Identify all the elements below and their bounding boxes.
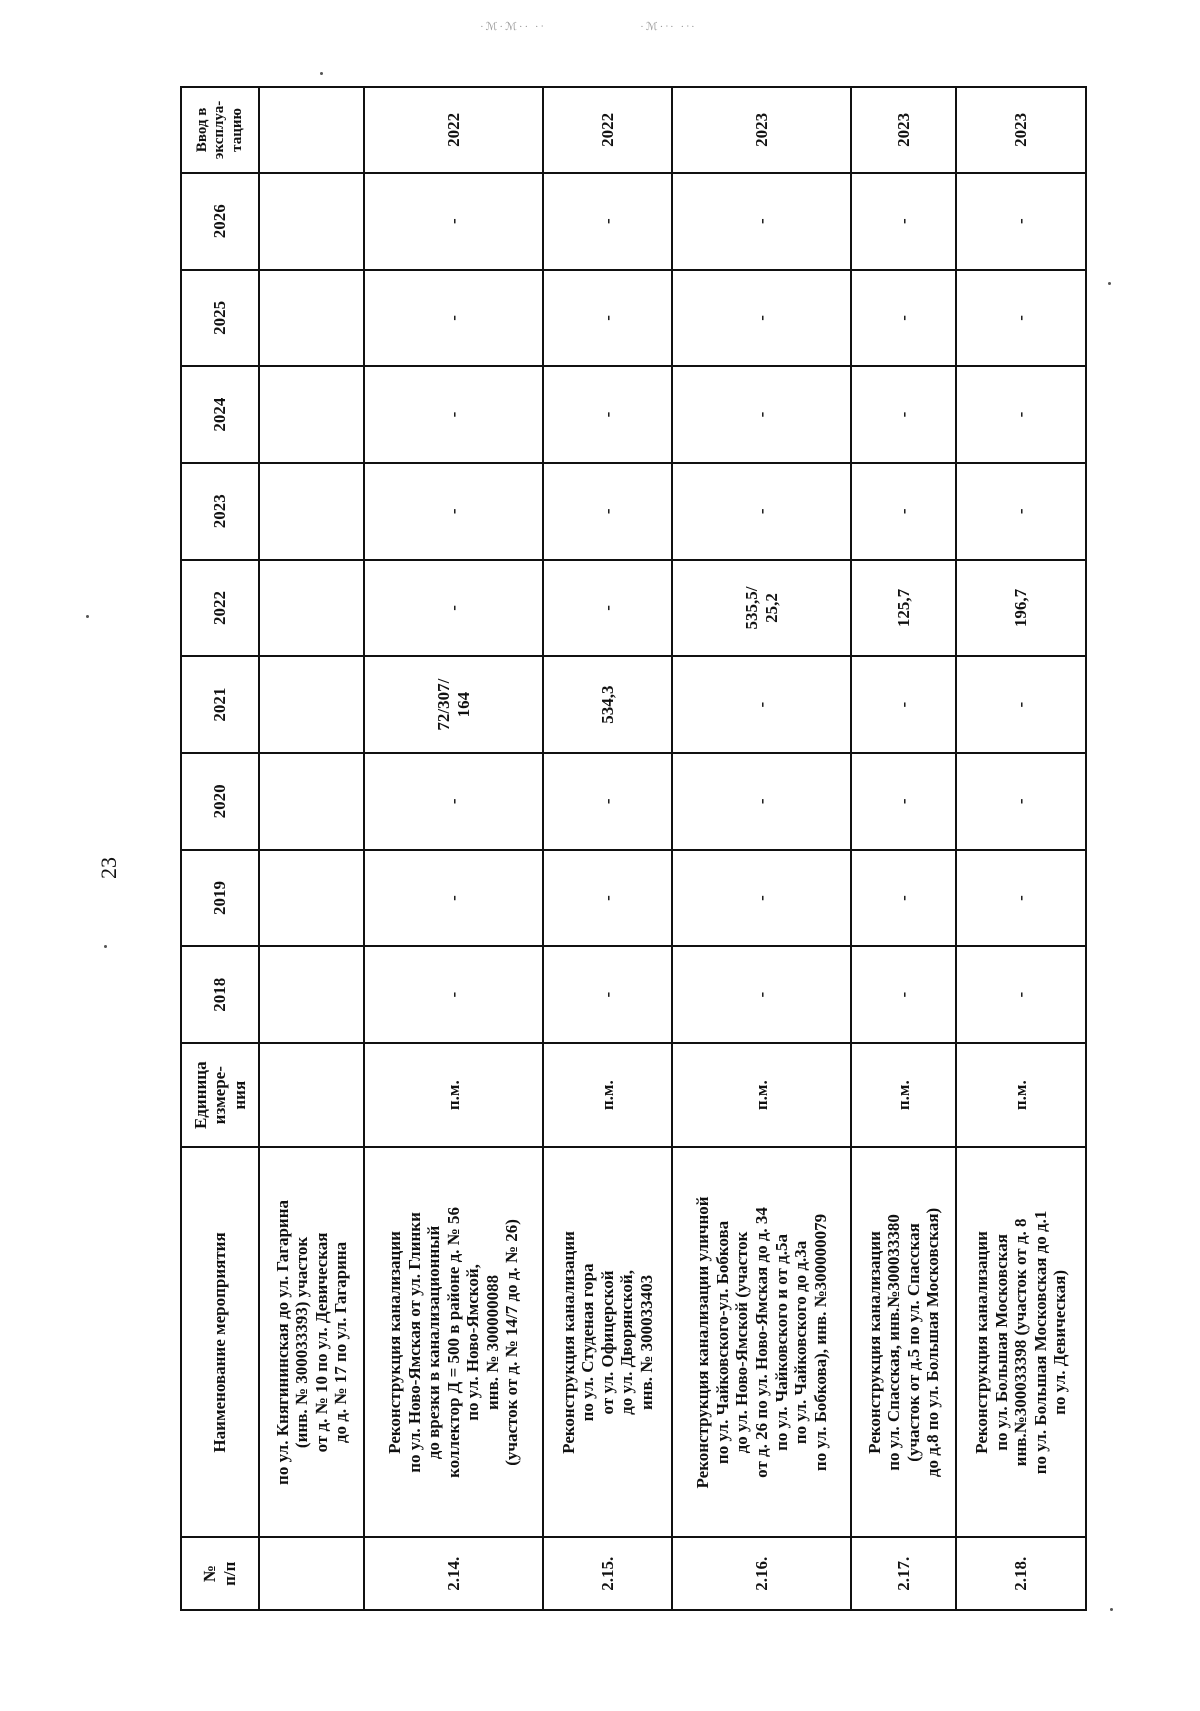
unit-cell: п.м. [956,1043,1086,1147]
measure-name: Реконструкция канализации уличной по ул. Чайковского-ул. Бобкова до ул. Ново-Ямской (участок от д. 26 по ул. Ново-Ямская до д. 34 по ул. Чайковского и от д.5а по ул. Чайковского до д.3а по ул. Бобкова), инв. №300000079 [672,1147,851,1537]
row-number: 2.18. [956,1537,1086,1610]
year-value-cell [259,463,364,560]
row-number: 2.17. [851,1537,956,1610]
unit-cell [259,1043,364,1147]
header-year: 2021 [181,656,259,753]
year-value-cell: - [672,270,851,367]
table-row [543,87,673,1610]
commissioning-year [259,87,364,173]
measure-name: Реконструкция канализации по ул. Спасская, инв.№300033380 (участок от д.5 по ул. Спасская до д.8 по ул. Большая Московская) [851,1147,956,1537]
header-year: 2018 [181,946,259,1043]
header-year: 2019 [181,850,259,947]
year-value-cell [259,560,364,657]
year-value-cell: - [543,753,673,850]
row-number: 2.16. [672,1537,851,1610]
year-value-cell: - [543,463,673,560]
row-number [259,1537,364,1610]
rotated-table-wrapper [180,86,1087,1611]
scan-speck [1110,1608,1113,1611]
year-value-cell [259,270,364,367]
year-value-cell: - [543,560,673,657]
year-value-cell: - [543,173,673,270]
year-value-cell: - [672,173,851,270]
year-value-cell: - [672,366,851,463]
scan-speck [320,72,323,75]
commissioning-year: 2023 [672,87,851,173]
year-value-cell [259,946,364,1043]
scan-speck [86,615,89,618]
header-year: 2025 [181,270,259,367]
year-value-cell: - [956,270,1086,367]
unit-cell: п.м. [672,1043,851,1147]
year-value-cell: - [956,656,1086,753]
year-value-cell: - [851,366,956,463]
year-value-cell: - [364,270,543,367]
year-value-cell: - [672,656,851,753]
year-value-cell: - [851,946,956,1043]
year-value-cell: 72/307/ 164 [364,656,543,753]
measure-name: Реконструкция канализации по ул. Студеная гора от ул. Офицерской до ул. Дворянской, инв. № 300033403 [543,1147,673,1537]
year-value-cell: - [851,173,956,270]
unit-cell: п.м. [543,1043,673,1147]
header-unit: Единица измере- ния [181,1043,259,1147]
year-value-cell: - [364,173,543,270]
year-value-cell: - [956,463,1086,560]
scan-speck [104,945,107,948]
year-value-cell: - [364,753,543,850]
year-value-cell: 535,5/ 25,2 [672,560,851,657]
year-value-cell: - [851,656,956,753]
header-num: № п/п [181,1537,259,1610]
year-value-cell: - [956,173,1086,270]
year-value-cell: 534,3 [543,656,673,753]
year-value-cell: - [851,463,956,560]
year-value-cell [259,173,364,270]
header-year: 2024 [181,366,259,463]
header-row [181,87,259,1610]
scan-mark: ·ℳ·ℳ·· ·ᐧ [480,21,546,33]
year-value-cell: - [672,946,851,1043]
header-commissioning: Ввод в эксплуа- тацию [181,87,259,173]
year-value-cell: - [672,463,851,560]
year-value-cell: - [364,463,543,560]
year-value-cell: - [543,366,673,463]
header-year: 2026 [181,173,259,270]
measures-table [180,86,1087,1611]
scan-speck [1108,282,1111,285]
measure-name: по ул. Княгининская до ул. Гагарина (инв. № 300033393) участок от д. № 10 по ул. Девическая до д. № 17 по ул. Гагарина [259,1147,364,1537]
scan-marks [480,20,787,33]
header-name: Наименование мероприятия [181,1147,259,1537]
header-year: 2022 [181,560,259,657]
year-value-cell: - [956,366,1086,463]
year-value-cell: - [851,850,956,947]
commissioning-year: 2023 [851,87,956,173]
scan-mark: ·ℳ·ᐧ· ·ᐧ· [640,21,697,33]
table-row [259,87,364,1610]
measure-name: Реконструкция канализации по ул. Большая Московская инв.№300033398 (участок от д. 8 по ул. Большая Московская до д.1 по ул. Девическая) [956,1147,1086,1537]
year-value-cell [259,366,364,463]
year-value-cell: - [543,850,673,947]
row-number: 2.14. [364,1537,543,1610]
year-value-cell: - [956,946,1086,1043]
commissioning-year: 2023 [956,87,1086,173]
table-row [956,87,1086,1610]
year-value-cell: 196,7 [956,560,1086,657]
year-value-cell: - [672,753,851,850]
year-value-cell: - [543,946,673,1043]
year-value-cell [259,656,364,753]
year-value-cell: - [364,560,543,657]
commissioning-year: 2022 [364,87,543,173]
table-row [364,87,543,1610]
unit-cell: п.м. [851,1043,956,1147]
year-value-cell: - [364,850,543,947]
page-number: 23 [96,857,121,879]
year-value-cell: 125,7 [851,560,956,657]
header-year: 2023 [181,463,259,560]
table-row [851,87,956,1610]
year-value-cell: - [364,946,543,1043]
year-value-cell: - [851,270,956,367]
year-value-cell [259,850,364,947]
year-value-cell: - [543,270,673,367]
row-number: 2.15. [543,1537,673,1610]
commissioning-year: 2022 [543,87,673,173]
year-value-cell: - [851,753,956,850]
unit-cell: п.м. [364,1043,543,1147]
year-value-cell: - [672,850,851,947]
year-value-cell: - [956,850,1086,947]
table-row [672,87,851,1610]
header-year: 2020 [181,753,259,850]
year-value-cell: - [956,753,1086,850]
year-value-cell: - [364,366,543,463]
measure-name: Реконструкция канализации по ул. Ново-Ямская от ул. Глинки до врезки в канализационный коллектор Д = 500 в районе д. № 56 по ул. Ново-Ямской, инв. № 300000088 (участок от д. № 14/7 до д. № 26) [364,1147,543,1537]
year-value-cell [259,753,364,850]
